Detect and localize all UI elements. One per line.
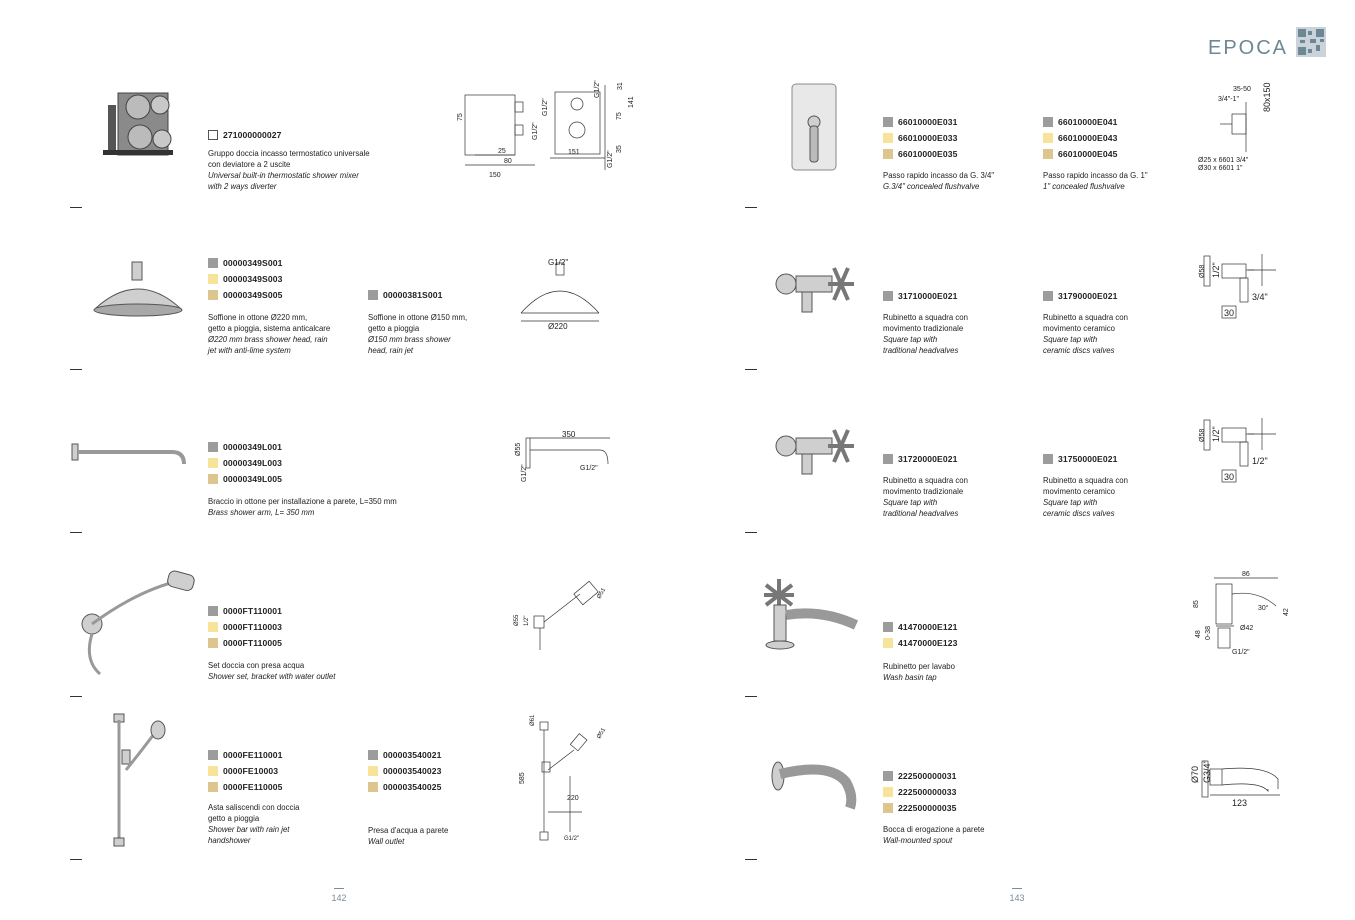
technical-drawing xyxy=(1188,566,1298,661)
dim-label: Ø51 xyxy=(596,727,608,740)
finish-swatch-gold xyxy=(368,766,378,776)
separator-dash xyxy=(745,859,757,860)
finish-swatch-gold xyxy=(208,766,218,776)
finish-swatch-bronze xyxy=(883,803,893,813)
product-code: 222500000033 xyxy=(883,786,957,798)
product-description: Asta saliscendi con doccia getto a pioggia Shower bar with rain jet handshower xyxy=(208,803,300,845)
dim-label: 3/4"-1" xyxy=(1218,96,1239,103)
finish-swatch-chrome xyxy=(208,258,218,268)
dim-label: 150 xyxy=(489,172,501,179)
technical-drawing xyxy=(1198,82,1290,177)
finish-swatch-chrome xyxy=(883,117,893,127)
separator-dash xyxy=(70,369,82,370)
dim-label: Ø30 x 6601 1" xyxy=(1198,165,1243,172)
basin-tap-photo xyxy=(762,575,862,655)
technical-drawing xyxy=(455,80,635,180)
dim-label: 1/2" xyxy=(1252,456,1268,466)
dim-label: 1/2" xyxy=(1211,262,1221,278)
dim-label: 350 xyxy=(562,430,576,439)
dim-label: 30 xyxy=(1224,308,1235,318)
technical-drawing xyxy=(515,255,605,335)
product-code: 000003540025 xyxy=(368,781,442,793)
dim-label: Ø58 xyxy=(1199,264,1206,278)
product-code: 271000000027 xyxy=(208,129,282,141)
finish-swatch-chrome xyxy=(883,291,893,301)
product-code: 00000349S005 xyxy=(208,289,283,301)
product-code: 41470000E121 xyxy=(883,621,958,633)
product-description: Rubinetto a squadra con movimento ceramico Square tap with ceramic discs valves xyxy=(1043,476,1128,518)
product-code: 0000FT110005 xyxy=(208,637,282,649)
separator-dash xyxy=(70,859,82,860)
dim-label: 3/4" xyxy=(1252,292,1268,302)
dim-label: Ø220 xyxy=(548,322,568,331)
product-code: 222500000035 xyxy=(883,802,957,814)
product-code: 66010000E033 xyxy=(883,132,958,144)
product-description: Bocca di erogazione a parete Wall-mounted spout xyxy=(883,825,985,845)
dim-label: Ø42 xyxy=(1240,625,1254,632)
technical-drawing xyxy=(510,428,620,488)
dim-label: 48 xyxy=(1195,630,1202,638)
finish-swatch-bronze xyxy=(208,290,218,300)
separator-dash xyxy=(70,696,82,697)
finish-swatch-bronze xyxy=(368,782,378,792)
finish-swatch-gold xyxy=(208,274,218,284)
product-code: 00000349S001 xyxy=(208,257,283,269)
dim-label: Ø25 x 6601 3/4" xyxy=(1198,157,1249,164)
technical-drawing xyxy=(510,580,610,655)
technical-drawing xyxy=(1192,414,1292,484)
finish-swatch-gold xyxy=(883,787,893,797)
dim-label: 0-38 xyxy=(1205,625,1212,640)
product-code: 31710000E021 xyxy=(883,290,958,302)
dim-label: 42 xyxy=(1283,608,1290,616)
dim-label: G1/2" xyxy=(1232,649,1250,656)
dim-label: Ø61 xyxy=(530,714,536,726)
product-code: 31750000E021 xyxy=(1043,453,1118,465)
product-description: Braccio in ottone per installazione a parete, L=350 mm Brass shower arm, L= 350 mm xyxy=(208,497,397,517)
finish-swatch-gold xyxy=(1043,133,1053,143)
technical-drawing xyxy=(512,716,612,846)
dim-label: 75 xyxy=(457,113,464,121)
dim-label: 80x150 xyxy=(1262,82,1272,112)
product-description: Set doccia con presa acqua Shower set, bracket with water outlet xyxy=(208,661,336,681)
dim-label: G1/2" xyxy=(594,80,601,98)
product-code: 0000FT110001 xyxy=(208,605,282,617)
product-description: Soffione in ottone Ø150 mm, getto a pioggia Ø150 mm brass shower head, rain jet xyxy=(368,313,468,355)
finish-swatch-chrome xyxy=(1043,291,1053,301)
dim-label: G1/2" xyxy=(564,836,580,842)
wall-spout-photo xyxy=(770,752,860,812)
finish-swatch-bronze xyxy=(208,638,218,648)
finish-swatch-chrome xyxy=(883,771,893,781)
finish-swatch-chrome xyxy=(368,750,378,760)
dim-label: 86 xyxy=(1242,571,1250,578)
product-description: Presa d'acqua a parete Wall outlet xyxy=(368,826,449,846)
dim-label: 141 xyxy=(628,96,635,108)
dim-label: 35 xyxy=(616,145,623,153)
product-description: Gruppo doccia incasso termostatico universale con deviatore a 2 uscite Universal built-in thermostatic shower mixer with 2 ways diverter xyxy=(208,149,370,191)
dim-label: 30° xyxy=(1258,605,1269,612)
product-code: 66010000E035 xyxy=(883,148,958,160)
product-description: Rubinetto per lavabo Wash basin tap xyxy=(883,662,955,682)
dim-label: 30 xyxy=(1224,472,1235,482)
flushvalve-photo xyxy=(790,82,838,172)
finish-swatch-bronze xyxy=(883,149,893,159)
product-code: 000003540021 xyxy=(368,749,442,761)
square-tap-photo xyxy=(772,260,856,316)
thermostatic-mixer-photo xyxy=(98,85,188,165)
technical-drawing xyxy=(1192,250,1292,320)
dim-label: G1/2" xyxy=(542,98,549,116)
separator-dash xyxy=(70,532,82,533)
product-code: 31790000E021 xyxy=(1043,290,1118,302)
product-code: 00000349S003 xyxy=(208,273,283,285)
dim-label: 80 xyxy=(504,158,512,165)
product-description: Rubinetto a squadra con movimento tradizionale Square tap with traditional headvalves xyxy=(883,476,968,518)
finish-swatch-chrome xyxy=(1043,454,1053,464)
brand-logo: EPOCA xyxy=(1208,37,1289,59)
dim-label: G1/2" xyxy=(532,122,539,140)
product-code: 000003540023 xyxy=(368,765,442,777)
dim-label: Ø58 xyxy=(1199,428,1206,442)
dim-label: 35-50 xyxy=(1233,86,1251,93)
product-code: 00000349L003 xyxy=(208,457,282,469)
shower-head-photo xyxy=(88,262,188,324)
finish-swatch-chrome xyxy=(1043,117,1053,127)
product-code: 0000FE110005 xyxy=(208,781,283,793)
product-code: 66010000E043 xyxy=(1043,132,1118,144)
finish-swatch-gold xyxy=(208,622,218,632)
finish-swatch-bronze xyxy=(1043,149,1053,159)
finish-swatch-bronze xyxy=(208,474,218,484)
shower-arm-photo xyxy=(72,440,202,470)
product-description: Passo rapido incasso da G. 1" 1" concealed flushvalve xyxy=(1043,171,1148,191)
product-description: Soffione in ottone Ø220 mm, getto a pioggia, sistema anticalcare Ø220 mm brass shower head, rain jet with anti-lime system xyxy=(208,313,331,355)
finish-swatch xyxy=(208,130,218,140)
finish-swatch-gold xyxy=(208,458,218,468)
dim-label: Ø55 xyxy=(515,442,522,456)
qr-code-icon xyxy=(1296,27,1326,57)
dim-label: 123 xyxy=(1232,798,1248,808)
dim-label: 25 xyxy=(498,148,506,155)
dim-label: 1/2" xyxy=(1211,426,1221,442)
dim-label: G1/2" xyxy=(521,464,528,482)
finish-swatch-gold xyxy=(883,638,893,648)
product-description: Rubinetto a squadra con movimento ceramico Square tap with ceramic discs valves xyxy=(1043,313,1128,355)
product-code: 0000FE10003 xyxy=(208,765,278,777)
product-code: 31720000E021 xyxy=(883,453,958,465)
separator-dash xyxy=(745,696,757,697)
square-tap-photo xyxy=(772,422,856,478)
separator-dash xyxy=(745,369,757,370)
shower-bar-photo xyxy=(102,710,172,850)
dim-label: 31 xyxy=(617,82,624,90)
separator-dash xyxy=(745,532,757,533)
dim-label: G3/4" xyxy=(1202,760,1212,783)
product-code: 66010000E045 xyxy=(1043,148,1118,160)
product-code: 222500000031 xyxy=(883,770,957,782)
product-code: 00000349L005 xyxy=(208,473,282,485)
technical-drawing xyxy=(1186,755,1296,815)
shower-set-photo xyxy=(78,570,200,678)
product-code: 66010000E031 xyxy=(883,116,958,128)
dim-label: 151 xyxy=(568,149,580,156)
dim-label: 585 xyxy=(519,772,526,784)
product-code: 41470000E123 xyxy=(883,637,958,649)
dim-label: 75 xyxy=(616,112,623,120)
dim-label: G1/2" xyxy=(607,150,614,168)
product-code: 66010000E041 xyxy=(1043,116,1118,128)
product-code: 00000349L001 xyxy=(208,441,282,453)
page-number-left: 142 xyxy=(331,893,347,903)
product-description: Rubinetto a squadra con movimento tradizionale Square tap with traditional headvalves xyxy=(883,313,968,355)
separator-dash xyxy=(70,207,82,208)
finish-swatch-chrome xyxy=(368,290,378,300)
finish-swatch-chrome xyxy=(208,442,218,452)
dim-label: Ø70 xyxy=(1190,765,1200,783)
dim-label: G1/2" xyxy=(548,258,569,267)
dim-label: G1/2" xyxy=(580,465,598,472)
finish-swatch-chrome xyxy=(883,622,893,632)
finish-swatch-gold xyxy=(883,133,893,143)
product-code: 0000FE110001 xyxy=(208,749,283,761)
finish-swatch-bronze xyxy=(208,782,218,792)
page-number-right: 143 xyxy=(1009,893,1025,903)
finish-swatch-chrome xyxy=(883,454,893,464)
dim-label: Ø51 xyxy=(596,587,608,600)
product-description: Passo rapido incasso da G. 3/4" G.3/4" concealed flushvalve xyxy=(883,171,995,191)
product-code: 00000381S001 xyxy=(368,289,443,301)
finish-swatch-chrome xyxy=(208,750,218,760)
separator-dash xyxy=(745,207,757,208)
dim-label: 220 xyxy=(567,795,579,802)
dim-label: Ø55 xyxy=(514,614,520,626)
dim-label: 85 xyxy=(1193,600,1200,608)
dim-label: 1/2" xyxy=(524,615,530,626)
finish-swatch-chrome xyxy=(208,606,218,616)
product-code: 0000FT110003 xyxy=(208,621,282,633)
